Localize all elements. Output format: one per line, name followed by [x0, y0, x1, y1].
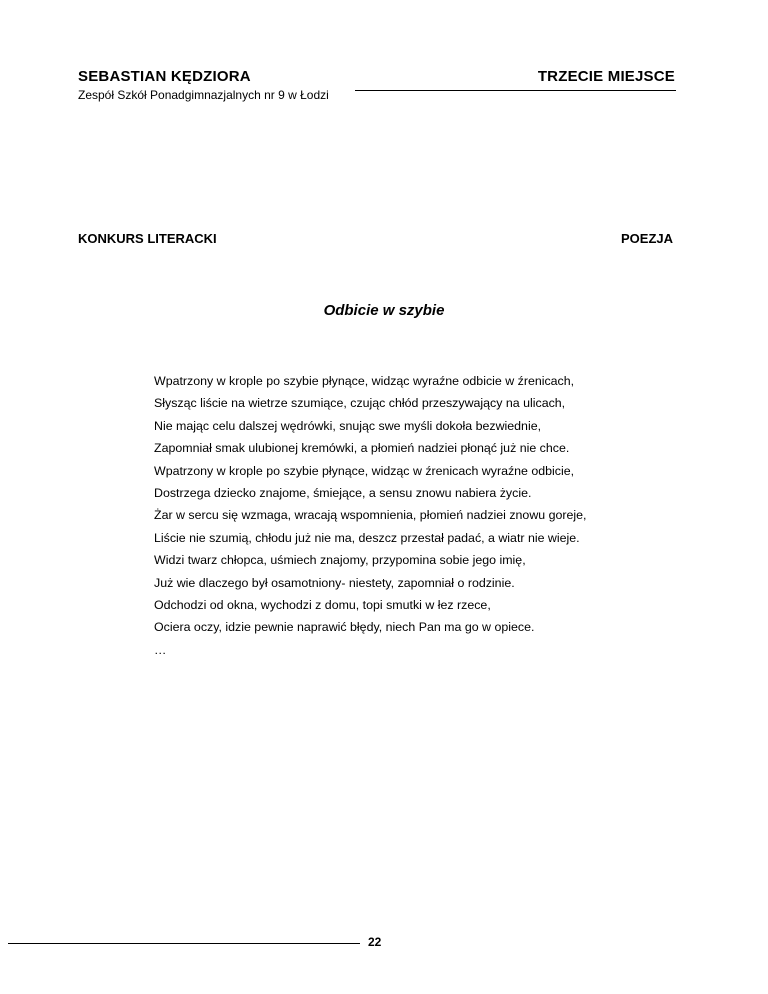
footer-divider	[8, 943, 360, 944]
poem-line: Ociera oczy, idzie pewnie naprawić błędy, niech Pan ma go w opiece.	[154, 620, 535, 635]
poem-line: Nie mając celu dalszej wędrówki, snując swe myśli dokoła bezwiednie,	[154, 418, 542, 433]
school-name: Zespół Szkół Ponadgimnazjalnych nr 9 w Łodzi	[78, 88, 329, 102]
poem-ellipsis: …	[154, 642, 167, 657]
poem-line: Odchodzi od okna, wychodzi z domu, topi smutki w łez rzece,	[154, 598, 491, 613]
poem-line: Liście nie szumią, chłodu już nie ma, deszcz przestał padać, a wiatr nie wieje.	[154, 530, 580, 545]
poem-line: Wpatrzony w krople po szybie płynące, widząc wyraźne odbicie w źrenicach,	[154, 374, 575, 388]
award-place: TRZECIE MIEJSCE	[537, 68, 675, 85]
poem-line: Żar w sercu się wzmaga, wracają wspomnienia, płomień nadziei znowu goreje,	[154, 508, 587, 523]
author-name: SEBASTIAN KĘDZIORA	[78, 68, 251, 85]
poem-line: Widzi twarz chłopca, uśmiech znajomy, przypomina sobie jego imię,	[154, 553, 526, 568]
poem-line: Dostrzega dziecko znajome, śmiejące, a sensu znowu nabiera życie.	[154, 486, 532, 501]
poem-line: Słysząc liście na wietrze szumiące, czując chłód przeszywający na ulicach,	[154, 396, 566, 411]
contest-label: KONKURS LITERACKI	[78, 231, 217, 246]
poem-line: Już wie dlaczego był osamotniony- niestety, zapomniał o rodzinie.	[154, 575, 515, 590]
poem-line: Wpatrzony w krople po szybie płynące, widząc w źrenicach wyraźne odbicie,	[154, 463, 575, 478]
poem-title: Odbicie w szybie	[323, 302, 445, 319]
poem-body	[154, 370, 587, 661]
page-number: 22	[368, 935, 382, 949]
header-divider	[355, 90, 676, 91]
poem-line: Zapomniał smak ulubionej kremówki, a płomień nadziei płonąć już nie chce.	[154, 441, 570, 456]
category-label: POEZJA	[620, 231, 673, 246]
